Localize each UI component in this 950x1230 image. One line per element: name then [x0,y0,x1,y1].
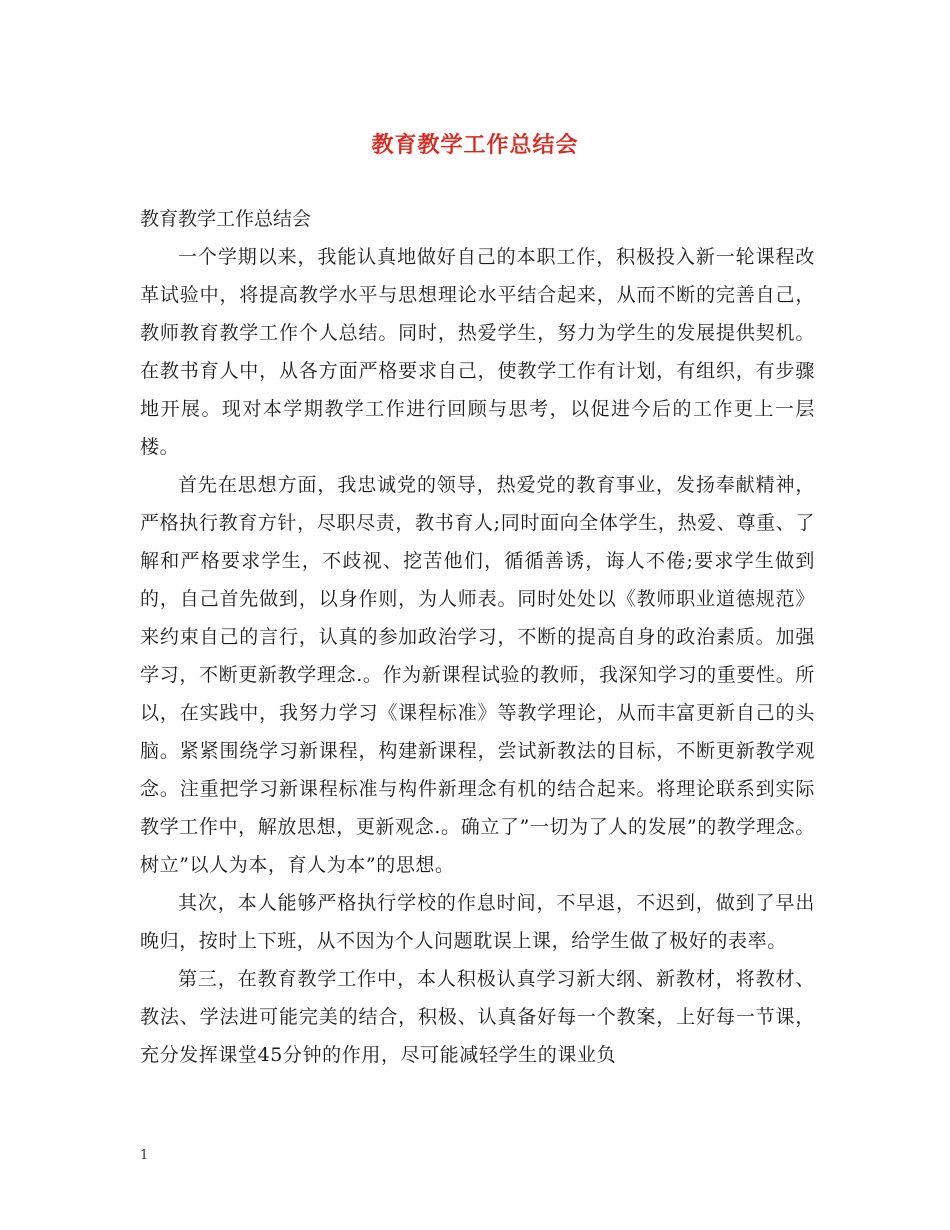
paragraph-1: 一个学期以来，我能认真地做好自己的本职工作，积极投入新一轮课程改革试验中，将提高教学水平与思想理论水平结合起来，从而不断的完善自己，教师教育教学工作个人总结。同时，热爱学生，努力为学生的发展提供契机。在教书育人中，从各方面严格要求自己，使教学工作有计划，有组织，有步骤地开展。现对本学期教学工作进行回顾与思考，以促进今后的工作更上一层楼。 [140,246,815,458]
document-subheading: 教育教学工作总结会 [140,208,312,230]
paragraph-4: 第三，在教育教学工作中，本人积极认真学习新大纲、新教材，将教材、教法、学法进可能完美的结合，积极、认真备好每一个教案，上好每一节课，充分发挥课堂45分钟的作用，尽可能减轻学生的课业负 [140,968,815,1066]
document-title: 教育教学工作总结会 [371,132,579,158]
paragraph-2: 首先在思想方面，我忠诚党的领导，热爱党的教育事业，发扬奉献精神，严格执行教育方针，尽职尽责，教书育人;同时面向全体学生，热爱、尊重、了解和严格要求学生，不歧视、挖苦他们，循循善诱，诲人不倦;要求学生做到的，自己首先做到，以身作则，为人师表。同时处处以《教师职业道德规范》来约束自己的言行，认真的参加政治学习，不断的提高自身的政治素质。加强学习，不断更新教学理念.。作为新课程试验的教师，我深知学习的重要性。所以，在实践中，我努力学习《课程标准》等教学理论，从而丰富更新自己的头脑。紧紧围绕学习新课程，构建新课程，尝试新教法的目标，不断更新教学观念。注重把学习新课程标准与构件新理念有机的结合起来。将理论联系到实际教学工作中，解放思想，更新观念.。确立了”一切为了人的发展”的教学理念。树立”以人为本，育人为本”的思想。 [140,474,815,876]
paragraph-3: 其次，本人能够严格执行学校的作息时间，不早退，不迟到，做到了早出晚归，按时上下班，从不因为个人问题耽误上课，给学生做了极好的表率。 [140,892,815,952]
document-body [140,200,815,1074]
page-number: 1 [140,1148,149,1163]
